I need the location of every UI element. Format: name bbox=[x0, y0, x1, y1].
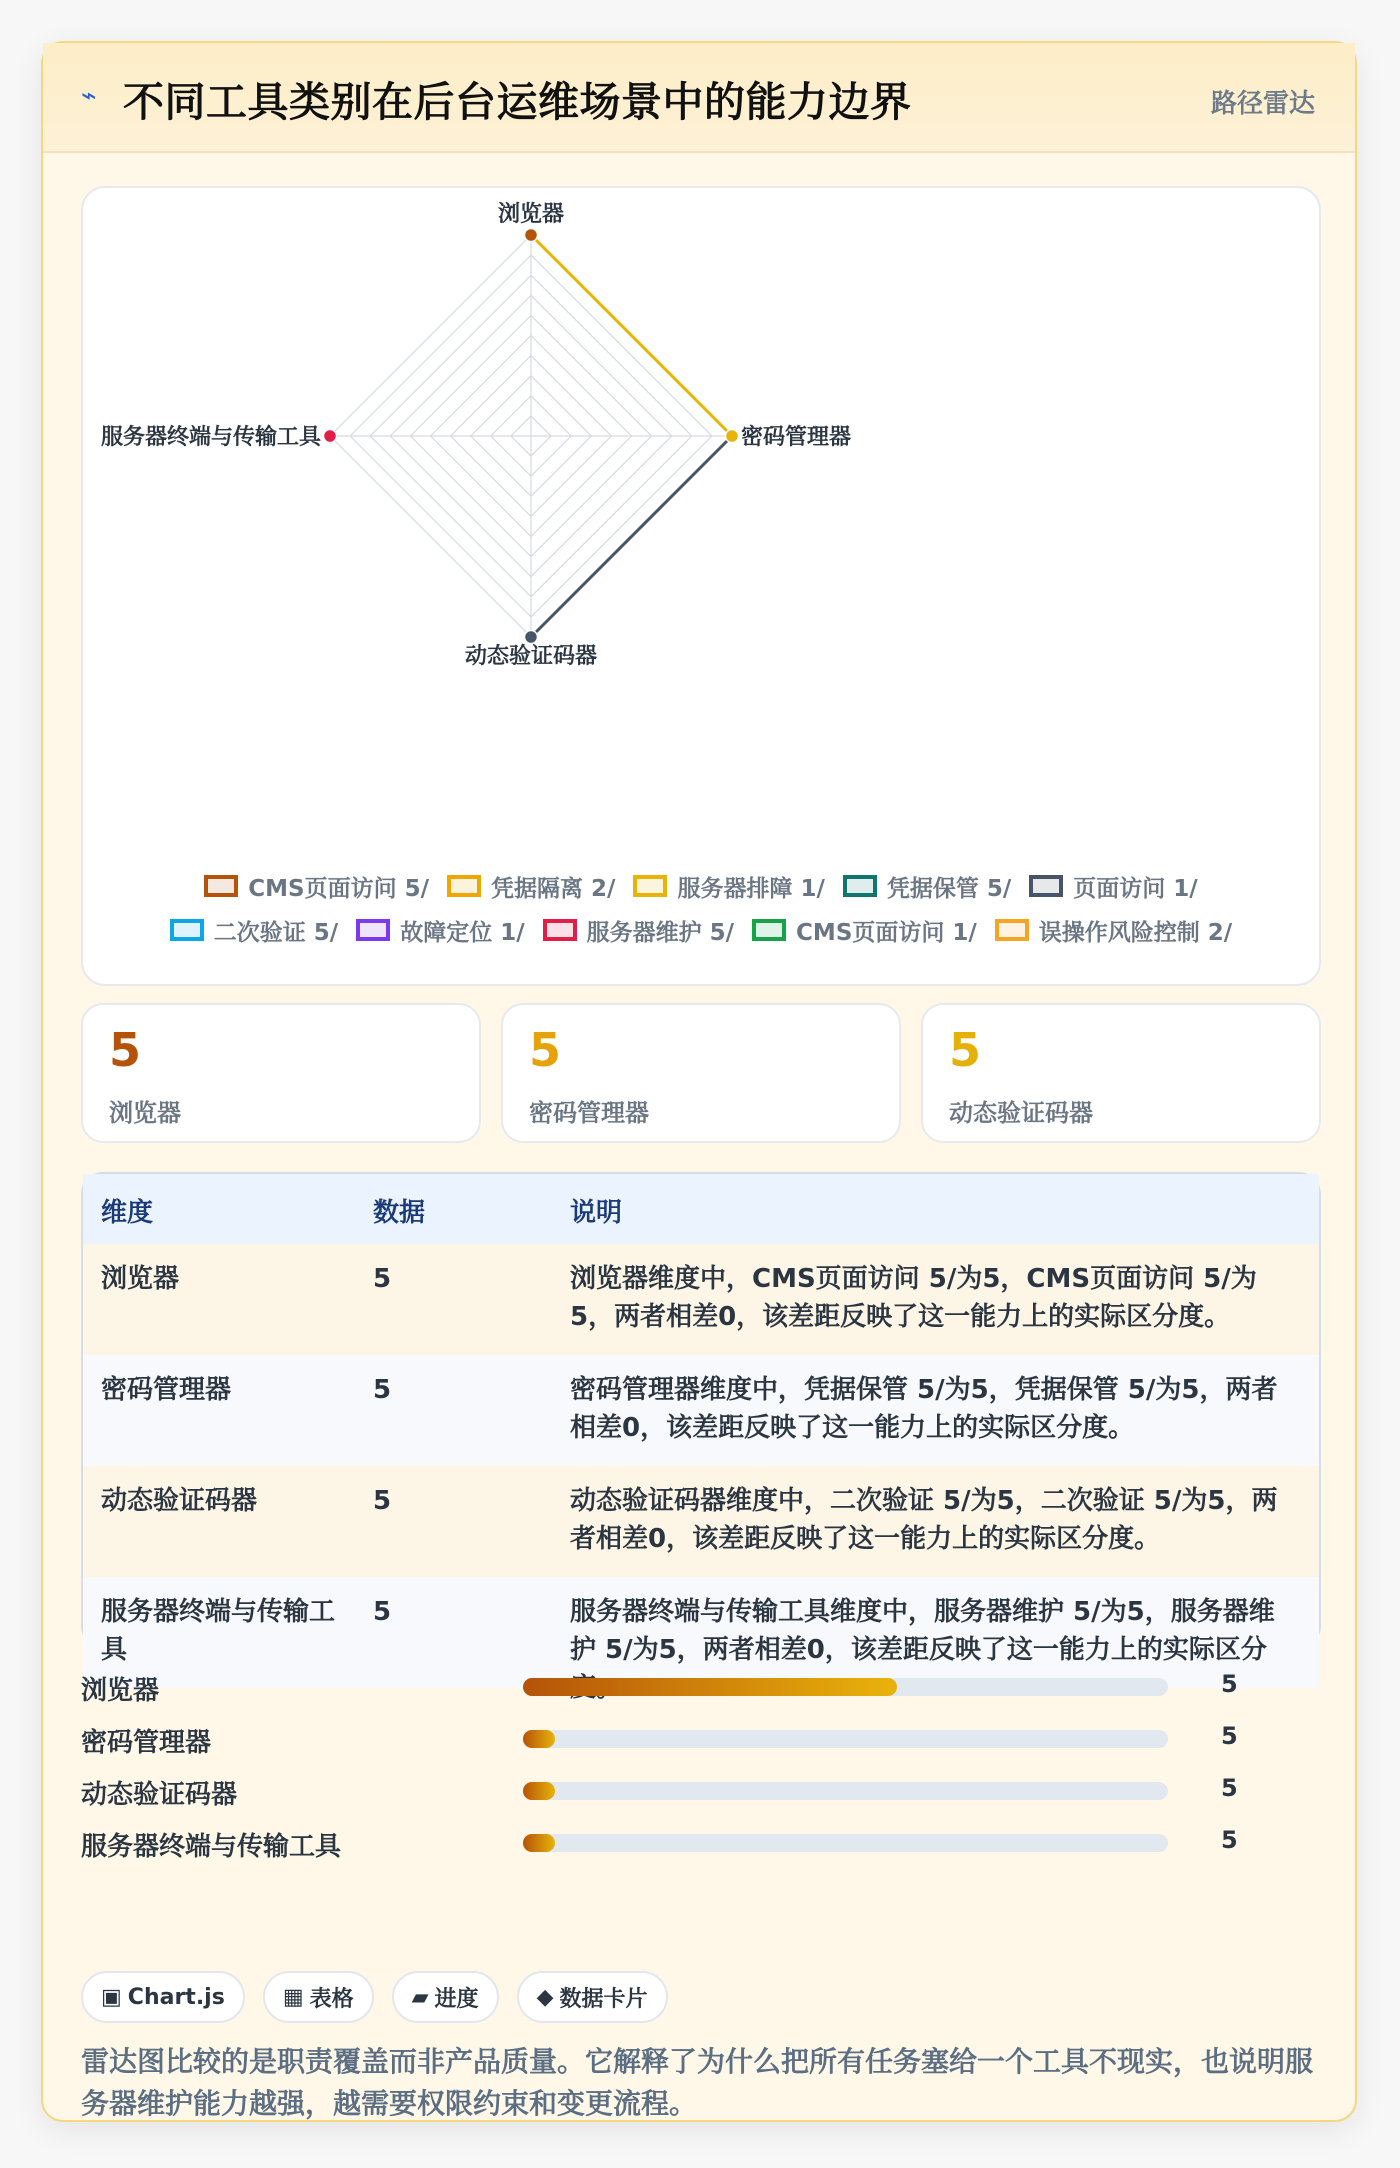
pill-data-card[interactable] bbox=[517, 1971, 668, 2023]
progress-fill bbox=[523, 1834, 555, 1852]
table-cell-description: 密码管理器维度中，凭据保管 5/为5，凭据保管 5/为5，两者相差0，该差距反映了这一能力上的实际区分度。 bbox=[570, 1375, 1278, 1443]
table-cell-dimension: 浏览器 bbox=[101, 1264, 180, 1294]
legend-item[interactable] bbox=[356, 914, 524, 947]
table-header-cell: 维度 bbox=[101, 1198, 154, 1228]
chart-note: 雷达图比较的是职责覆盖而非产品质量。它解释了为什么把所有任务塞给一个工具不现实，也说明服务器维护能力越强，越需要权限约束和变更流程。 bbox=[81, 2045, 1314, 2120]
legend-swatch bbox=[356, 919, 390, 941]
progress-row bbox=[81, 1660, 1321, 1712]
progress-fill bbox=[523, 1678, 897, 1696]
pill-label: 数据卡片 bbox=[559, 1986, 648, 2012]
legend-swatch bbox=[752, 919, 786, 941]
legend-label: 误操作风险控制 2/ bbox=[1038, 919, 1233, 946]
radar-chart bbox=[83, 188, 1323, 864]
table-icon: ▦ bbox=[282, 1984, 304, 2010]
stat-label: 密码管理器 bbox=[529, 1099, 649, 1127]
radar-axis-label: 动态验证码器 bbox=[464, 644, 598, 669]
legend-label: 页面访问 1/ bbox=[1073, 875, 1198, 902]
legend-item[interactable] bbox=[633, 870, 824, 903]
stat-label: 浏览器 bbox=[109, 1099, 181, 1127]
chart-legend bbox=[83, 864, 1319, 952]
table-cell-dimension: 服务器终端与传输工具 bbox=[101, 1597, 336, 1665]
progress-row bbox=[81, 1816, 1321, 1868]
main-card bbox=[41, 41, 1357, 2122]
progress-value: 5 bbox=[1221, 1826, 1238, 1854]
pill-label: 进度 bbox=[434, 1986, 479, 2012]
legend-label: 服务器维护 5/ bbox=[586, 919, 735, 946]
progress-track bbox=[523, 1834, 1168, 1852]
pill-progress[interactable] bbox=[392, 1971, 499, 2023]
page-title: 不同工具类别在后台运维场景中的能力边界 bbox=[123, 78, 912, 126]
progress-label: 浏览器 bbox=[81, 1676, 160, 1706]
stat-card bbox=[921, 1003, 1321, 1143]
legend-label: CMS页面访问 1/ bbox=[796, 919, 977, 946]
progress-label: 动态验证码器 bbox=[81, 1780, 238, 1810]
stat-value: 5 bbox=[529, 1023, 562, 1077]
progress-value: 5 bbox=[1221, 1774, 1238, 1802]
table-cell-description: 服务器终端与传输工具维度中，服务器维护 5/为5，服务器维护 5/为5，两者相差0，该差距反映了这一能力上的实际区分 bbox=[570, 1597, 1275, 1665]
stat-label: 动态验证码器 bbox=[949, 1099, 1093, 1127]
table-cell-data: 5 bbox=[373, 1597, 392, 1627]
legend-label: 凭据保管 5/ bbox=[886, 875, 1012, 902]
table-cell-dimension: 动态验证码器 bbox=[101, 1486, 258, 1516]
legend-swatch bbox=[633, 875, 667, 897]
pill-label: 表格 bbox=[309, 1986, 354, 2012]
legend-row bbox=[83, 908, 1319, 952]
table-row bbox=[83, 1355, 1319, 1468]
radar-data-point bbox=[324, 430, 337, 443]
table-header-cell: 说明 bbox=[570, 1198, 623, 1228]
progress-icon: ▰ bbox=[411, 1984, 429, 2010]
legend-item[interactable] bbox=[204, 870, 429, 903]
table-header bbox=[83, 1174, 1319, 1246]
progress-track bbox=[523, 1678, 1168, 1696]
radar-data-point bbox=[525, 631, 538, 644]
legend-swatch bbox=[543, 919, 577, 941]
progress-track bbox=[523, 1730, 1168, 1748]
legend-label: 故障定位 1/ bbox=[400, 919, 525, 946]
radar-data-point bbox=[525, 229, 538, 242]
radar-axis-label: 服务器终端与传输工具 bbox=[100, 425, 321, 450]
legend-swatch bbox=[204, 875, 238, 897]
progress-row bbox=[81, 1764, 1321, 1816]
table-cell-dimension: 密码管理器 bbox=[101, 1375, 232, 1405]
table-header-cell: 数据 bbox=[373, 1198, 426, 1228]
stat-value: 5 bbox=[109, 1023, 142, 1077]
legend-item[interactable] bbox=[1029, 870, 1197, 903]
progress-label: 密码管理器 bbox=[81, 1728, 212, 1758]
legend-item[interactable] bbox=[543, 914, 734, 947]
progress-row bbox=[81, 1712, 1321, 1764]
pill-label: Chart.js bbox=[127, 1984, 225, 2010]
radar-axis-label: 密码管理器 bbox=[741, 425, 852, 450]
legend-label: 服务器排障 1/ bbox=[677, 875, 825, 902]
progress-fill bbox=[523, 1730, 555, 1748]
legend-swatch bbox=[843, 875, 877, 897]
progress-track bbox=[523, 1782, 1168, 1800]
radar-chart-panel bbox=[81, 186, 1321, 986]
chart-icon: ▣ bbox=[101, 1984, 122, 2010]
legend-swatch bbox=[995, 919, 1029, 941]
table-cell-description: 浏览器维度中，CMS页面访问 5/为5，CMS页面访问 5/为5，两者相差0，该差距反映了这一能力上的实际区分度。 bbox=[570, 1264, 1257, 1332]
table-cell-data: 5 bbox=[373, 1264, 392, 1294]
legend-swatch bbox=[1029, 875, 1063, 897]
table-row bbox=[83, 1466, 1319, 1579]
table-cell-description: 动态验证码器维度中，二次验证 5/为5，二次验证 5/为5，两者相差0，该差距反映了这一能力上的实际区分度。 bbox=[570, 1486, 1278, 1554]
stat-value: 5 bbox=[949, 1023, 982, 1077]
legend-item[interactable] bbox=[995, 914, 1232, 947]
legend-swatch bbox=[170, 919, 204, 941]
radar-axis-label: 浏览器 bbox=[497, 202, 565, 227]
stat-card bbox=[81, 1003, 481, 1143]
legend-row bbox=[83, 864, 1319, 908]
feature-pills bbox=[81, 1971, 668, 2023]
table-cell-data: 5 bbox=[373, 1486, 392, 1516]
bolt-icon: ⌁ bbox=[81, 81, 97, 111]
progress-label: 服务器终端与传输工具 bbox=[81, 1832, 342, 1862]
diamond-icon: ◆ bbox=[536, 1984, 554, 2010]
progress-value: 5 bbox=[1221, 1670, 1238, 1698]
pill-table[interactable] bbox=[263, 1971, 374, 2023]
chart-type-tag: 路径雷达 bbox=[1210, 89, 1315, 119]
data-table bbox=[81, 1172, 1321, 1665]
progress-fill bbox=[523, 1782, 555, 1800]
legend-item[interactable] bbox=[447, 870, 615, 903]
legend-label: 凭据隔离 2/ bbox=[491, 875, 616, 902]
legend-label: 二次验证 5/ bbox=[213, 919, 339, 946]
pill-chartjs[interactable] bbox=[81, 1971, 245, 2023]
legend-swatch bbox=[447, 875, 481, 897]
legend-label: CMS页面访问 5/ bbox=[248, 875, 430, 902]
card-header bbox=[43, 43, 1355, 153]
legend-item[interactable] bbox=[170, 914, 338, 947]
table-cell-data: 5 bbox=[373, 1375, 392, 1405]
table-row bbox=[83, 1244, 1319, 1357]
legend-item[interactable] bbox=[843, 870, 1011, 903]
radar-data-point bbox=[726, 430, 739, 443]
stat-card bbox=[501, 1003, 901, 1143]
legend-item[interactable] bbox=[752, 914, 977, 947]
progress-value: 5 bbox=[1221, 1722, 1238, 1750]
